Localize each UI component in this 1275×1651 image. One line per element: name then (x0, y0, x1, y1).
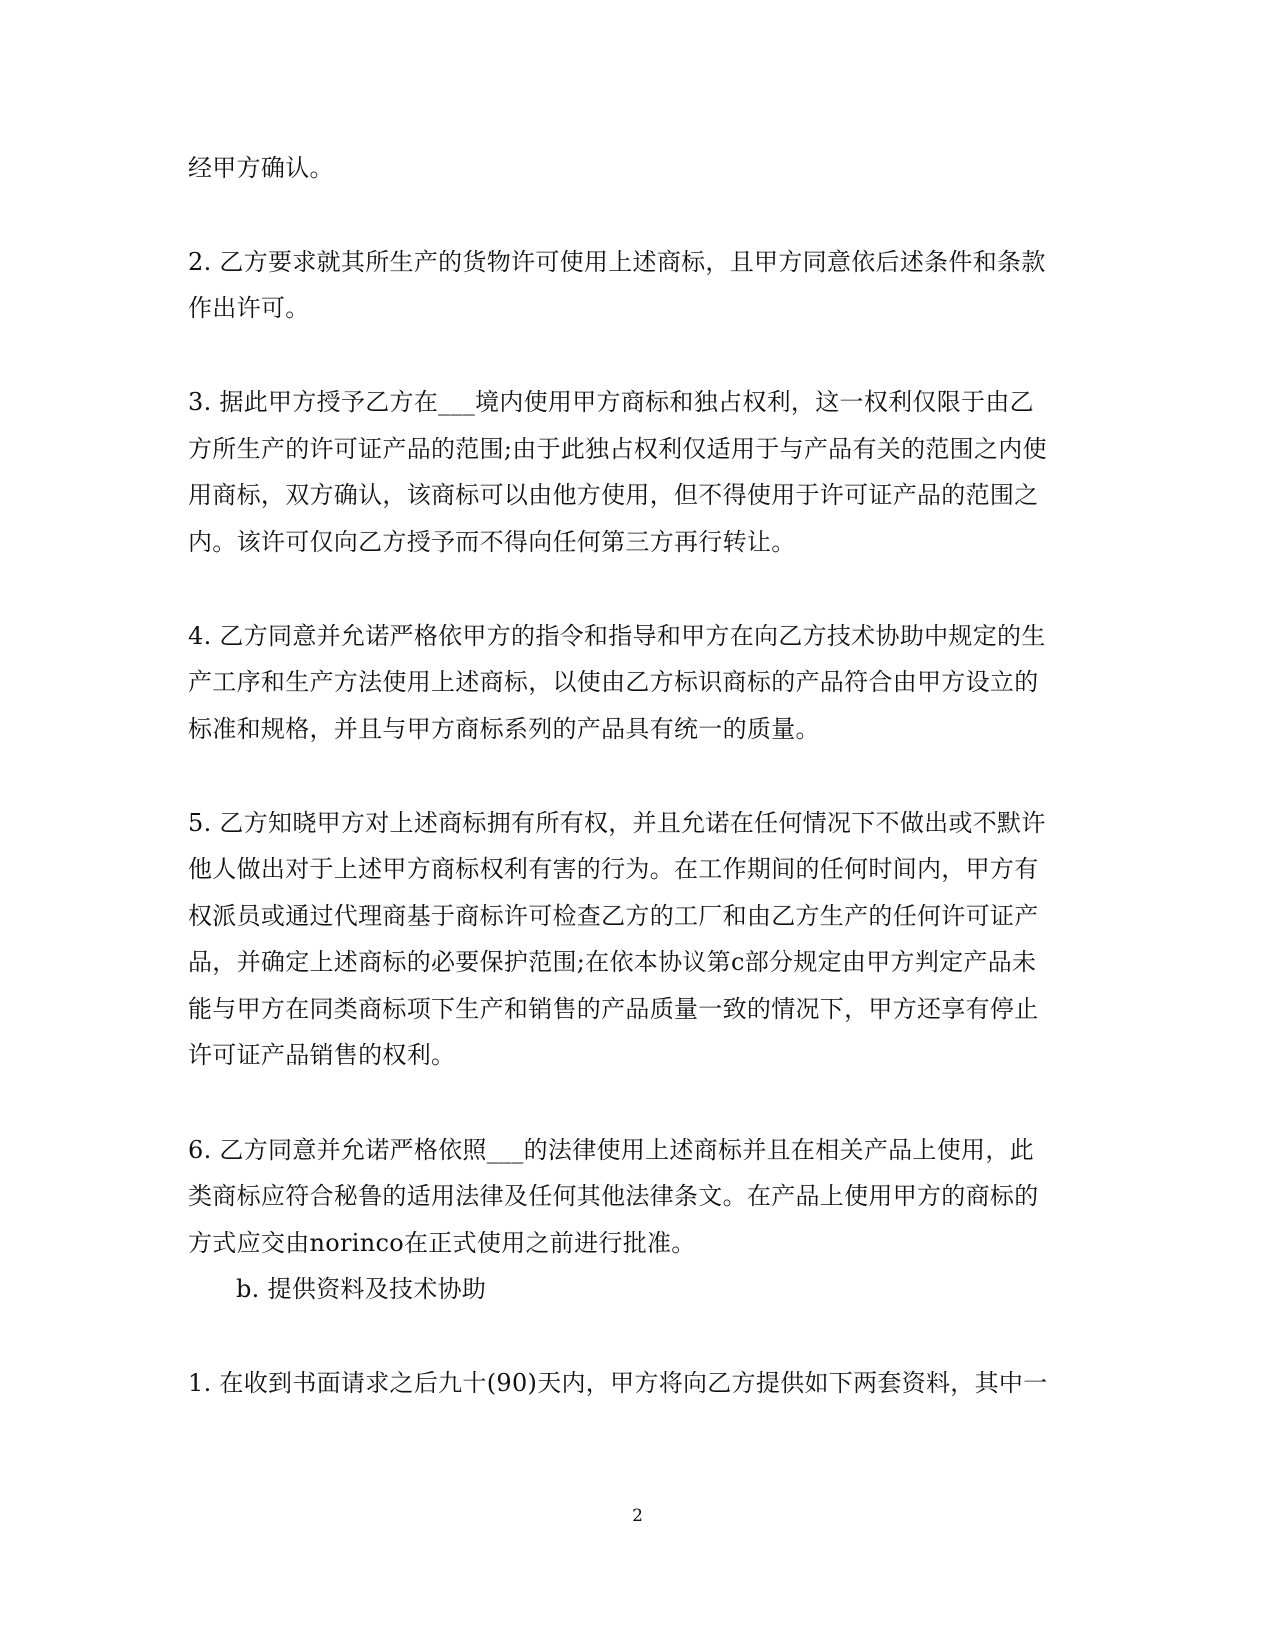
text-line: 6. 乙方同意并允诺严格依照___的法律使用上述商标并且在相关产品上使用，此 (188, 1136, 1034, 1164)
section-heading: b. 提供资料及技术协助 (236, 1275, 487, 1303)
text-line: 用商标，双方确认，该商标可以由他方使用，但不得使用于许可证产品的范围之 (188, 481, 1039, 509)
text-line: 类商标应符合秘鲁的适用法律及任何其他法律条文。在产品上使用甲方的商标的 (188, 1182, 1039, 1210)
text-line: 方式应交由norinco在正式使用之前进行批准。 (188, 1229, 696, 1257)
text-line: 1. 在收到书面请求之后九十(90)天内，甲方将向乙方提供如下两套资料，其中一 (188, 1369, 1048, 1397)
text-line: 品，并确定上述商标的必要保护范围;在依本协议第c部分规定由甲方判定产品未 (188, 948, 1037, 976)
text-line: 能与甲方在同类商标项下生产和销售的产品质量一致的情况下，甲方还享有停止 (188, 995, 1039, 1023)
text-line: 2. 乙方要求就其所生产的货物许可使用上述商标，且甲方同意依后述条件和条款 (188, 248, 1046, 276)
text-line: 作出许可。 (188, 294, 310, 322)
text-line: 3. 据此甲方授予乙方在___境内使用甲方商标和独占权利，这一权利仅限于由乙 (188, 388, 1034, 416)
text-line: 他人做出对于上述甲方商标权利有害的行为。在工作期间的任何时间内，甲方有 (188, 855, 1039, 883)
text-line: 方所生产的许可证产品的范围;由于此独占权利仅适用于与产品有关的范围之内使 (188, 435, 1047, 463)
text-line: 标准和规格，并且与甲方商标系列的产品具有统一的质量。 (188, 715, 820, 743)
text-line: 权派员或通过代理商基于商标许可检查乙方的工厂和由乙方生产的任何许可证产 (188, 902, 1039, 930)
text-line: 5. 乙方知晓甲方对上述商标拥有所有权，并且允诺在任何情况下不做出或不默许 (188, 809, 1046, 837)
text-line: 许可证产品销售的权利。 (188, 1041, 456, 1069)
text-line: 内。该许可仅向乙方授予而不得向任何第三方再行转让。 (188, 528, 796, 556)
page-number: 2 (632, 1506, 643, 1526)
text-line: 经甲方确认。 (188, 154, 334, 182)
text-line: 4. 乙方同意并允诺严格依甲方的指令和指导和甲方在向乙方技术协助中规定的生 (188, 622, 1046, 650)
text-line: 产工序和生产方法使用上述商标，以使由乙方标识商标的产品符合由甲方设立的 (188, 668, 1039, 696)
